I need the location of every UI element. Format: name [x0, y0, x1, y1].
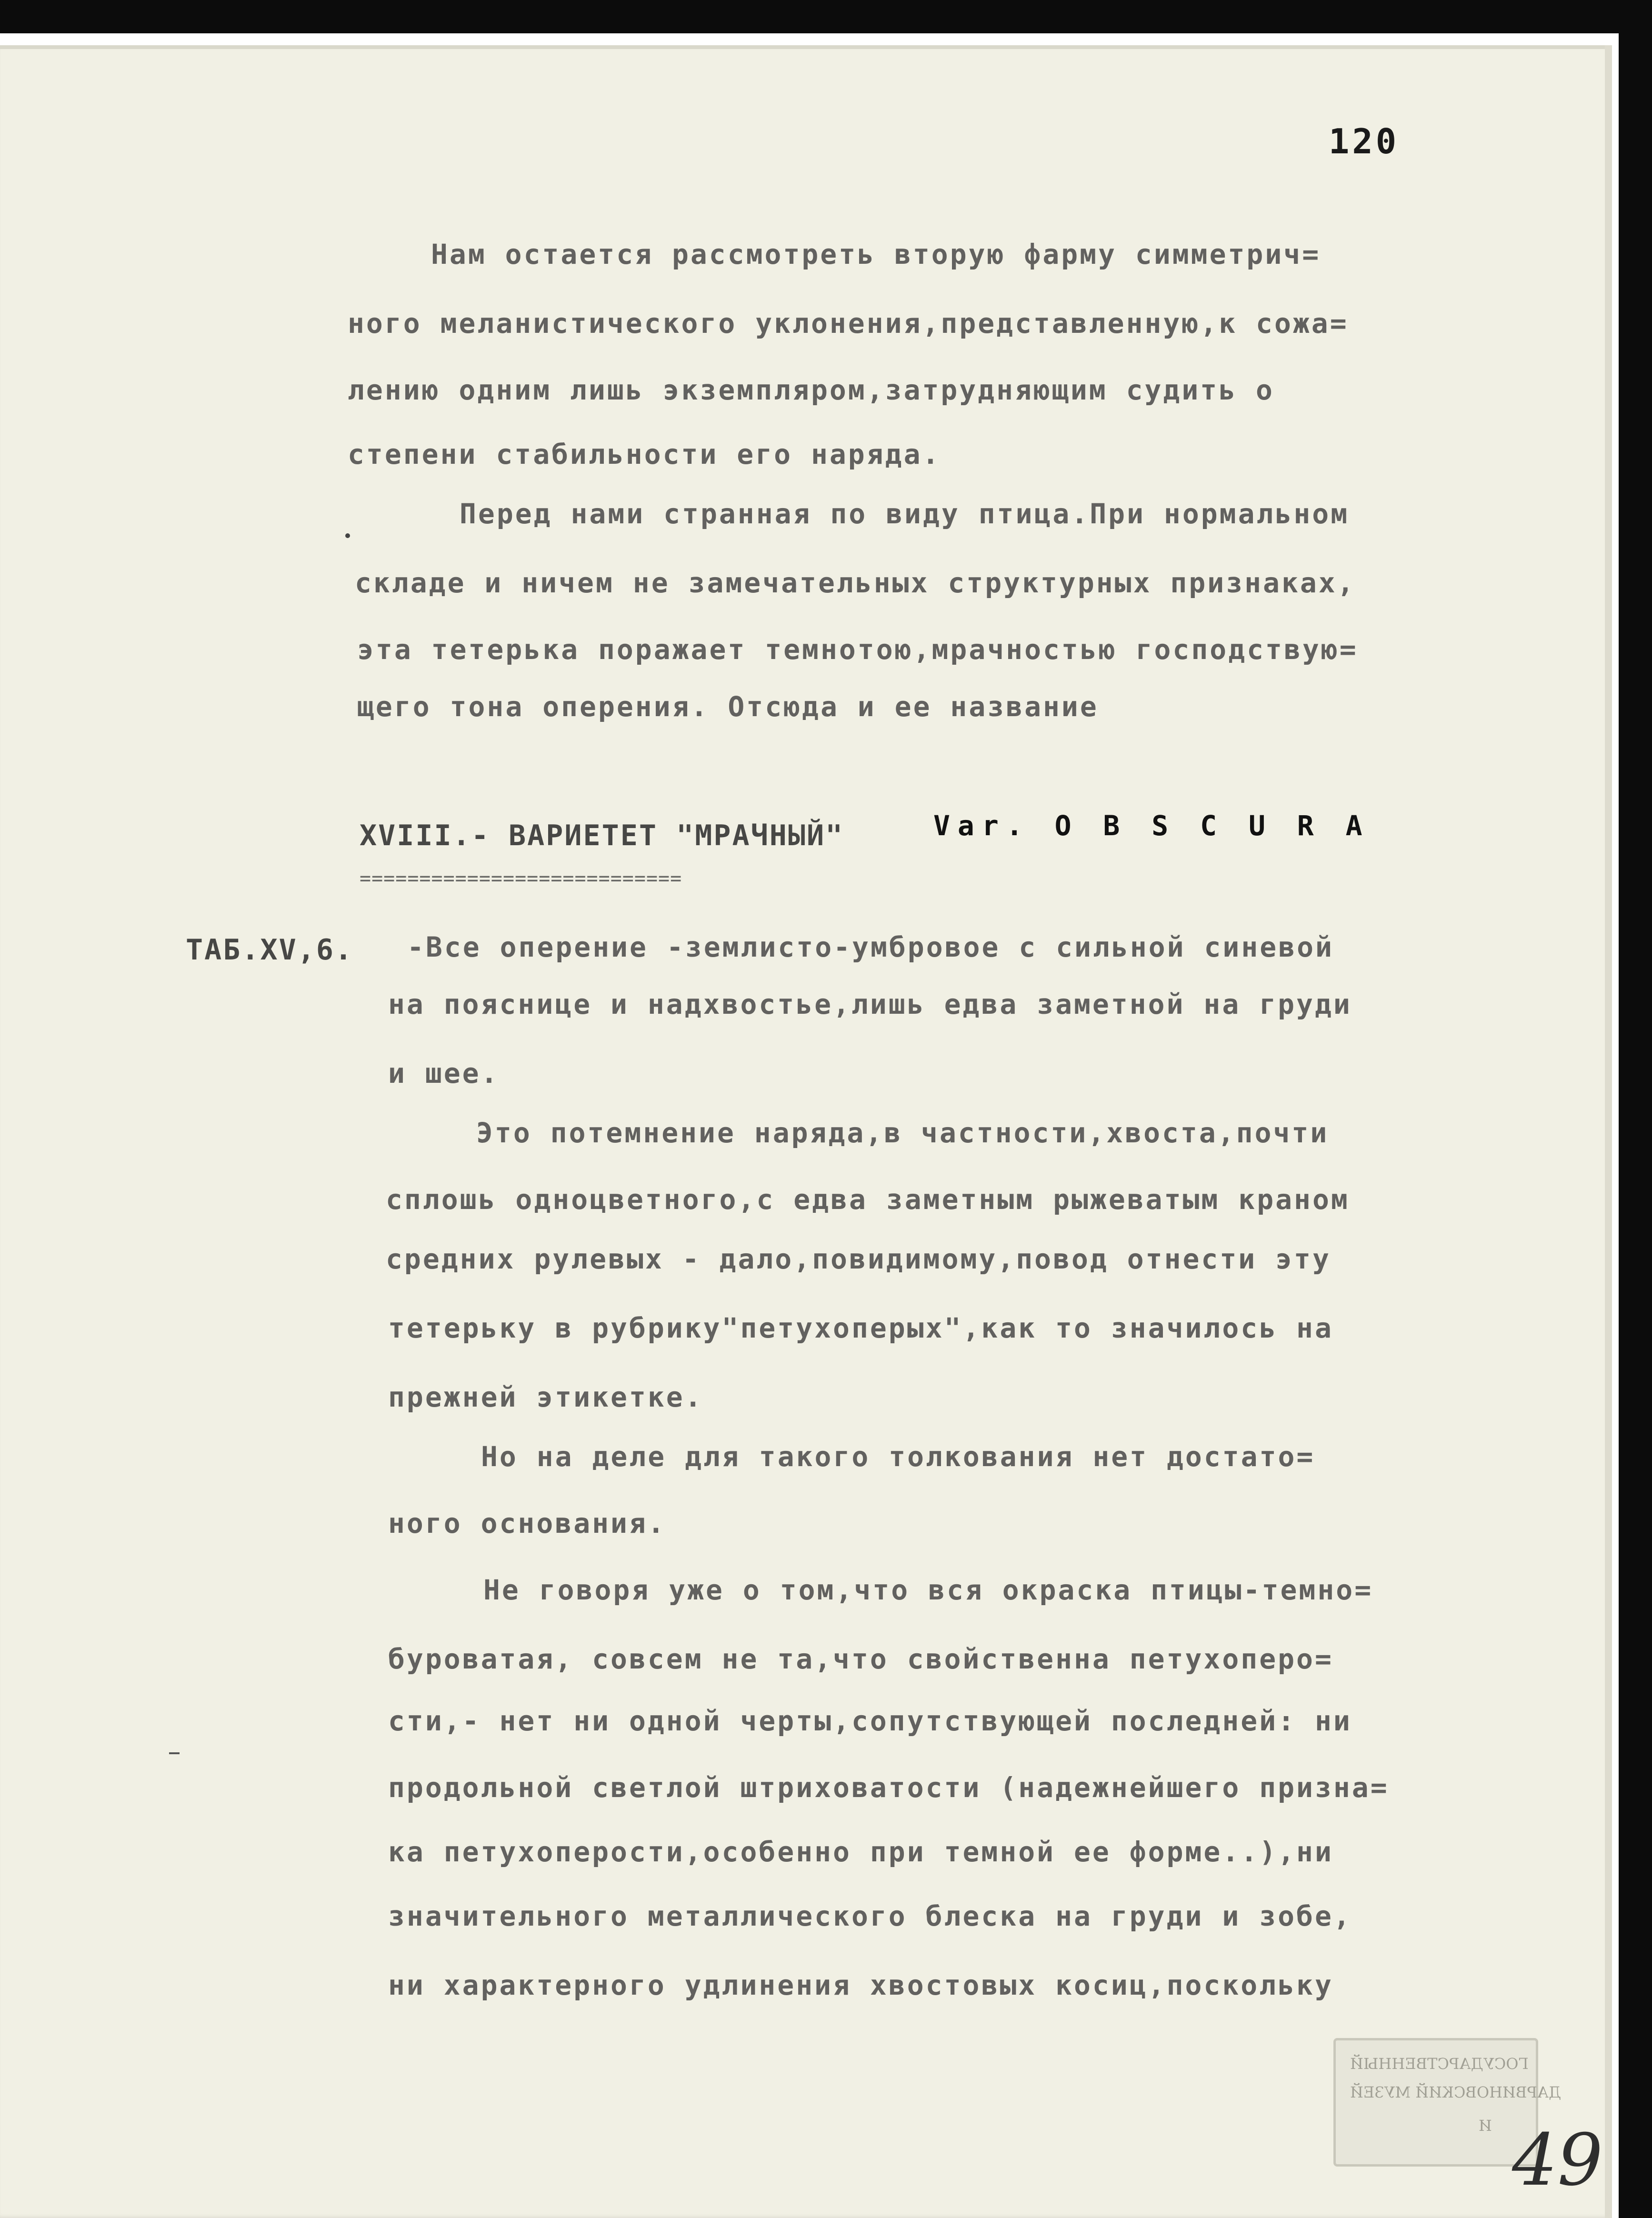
- text-line: Это потемнение наряда,в частности,хвоста,почти: [476, 1117, 1329, 1149]
- archive-stamp: [1333, 2038, 1562, 2167]
- handwritten-folio-number: 49: [1512, 2119, 1603, 2202]
- text-line: сплошь одноцветного,с едва заметным рыжеватым краном: [386, 1183, 1350, 1216]
- ink-dot: [345, 533, 350, 538]
- text-line: ка петухоперости,особенно при темной ее форме..),ни: [388, 1836, 1333, 1868]
- text-line: ни характерного удлинения хвостовых косиц,поскольку: [388, 1969, 1333, 2001]
- stamp-line: ДАРВИНОВСКИЙ МУЗЕЙ: [1350, 2083, 1562, 2101]
- page-top-edge: [0, 45, 1612, 49]
- section-heading: XVIII.- ВАРИЕТЕТ "МРАЧНЫЙ": [360, 819, 844, 852]
- latin-variety-name: Var. O B S C U R A: [933, 809, 1370, 842]
- text-line: Не говоря уже о том,что вся окраска птицы-темно=: [483, 1574, 1373, 1606]
- text-line: Но на деле для такого толкования нет достато=: [481, 1440, 1315, 1473]
- text-line: степени стабильности его наряда.: [348, 438, 941, 470]
- table-reference: ТАБ.XV,6.: [186, 933, 354, 967]
- text-line: прежней этикетке.: [388, 1381, 703, 1413]
- ink-mark: [169, 1752, 180, 1754]
- text-line: ного меланистического уклонения,представленную,к сожа=: [348, 307, 1349, 340]
- page-right-edge: [1605, 45, 1612, 2218]
- text-line: лению одним лишь экземпляром,затрудняющим судить о: [348, 374, 1274, 406]
- scanner-right-border: [1619, 0, 1652, 2218]
- text-line: на пояснице и надхвостье,лишь едва заметной на груди: [388, 988, 1352, 1020]
- text-line: Перед нами странная по виду птица.При нормальном: [460, 498, 1350, 530]
- text-line: буроватая, совсем не та,что свойственна петухоперо=: [388, 1643, 1333, 1675]
- text-line: -Все оперение -землисто-умбровое с сильной синевой: [407, 931, 1334, 963]
- text-line: щего тона оперения. Отсюда и ее название: [357, 690, 1099, 723]
- scanner-top-border: [0, 0, 1652, 33]
- text-line: и шее.: [388, 1057, 500, 1089]
- text-line: тетерьку в рубрику"петухоперых",как то значилось на: [388, 1312, 1333, 1344]
- page-number: 120: [1329, 121, 1400, 161]
- text-line: ного основания.: [388, 1507, 666, 1539]
- stamp-line: И: [1479, 2117, 1492, 2135]
- text-line: значительного металлического блеска на груди и зобе,: [388, 1900, 1352, 1932]
- text-line: сти,- нет ни одной черты,сопутствующей последней: ни: [388, 1705, 1352, 1737]
- text-line: складе и ничем не замечательных структурных признаках,: [355, 567, 1356, 599]
- text-line: средних рулевых - дало,повидимому,повод отнести эту: [386, 1243, 1331, 1275]
- text-line: Нам остается рассмотреть вторую фарму симметрич=: [431, 238, 1321, 270]
- heading-underline: ===========================: [360, 868, 682, 889]
- text-line: продольной светлой штриховатости (надежнейшего призна=: [388, 1771, 1389, 1804]
- stamp-line: ГОСУДАРСТВЕННЫЙ: [1350, 2055, 1529, 2073]
- text-line: эта тетерька поражает темнотою,мрачностью господствую=: [357, 633, 1358, 666]
